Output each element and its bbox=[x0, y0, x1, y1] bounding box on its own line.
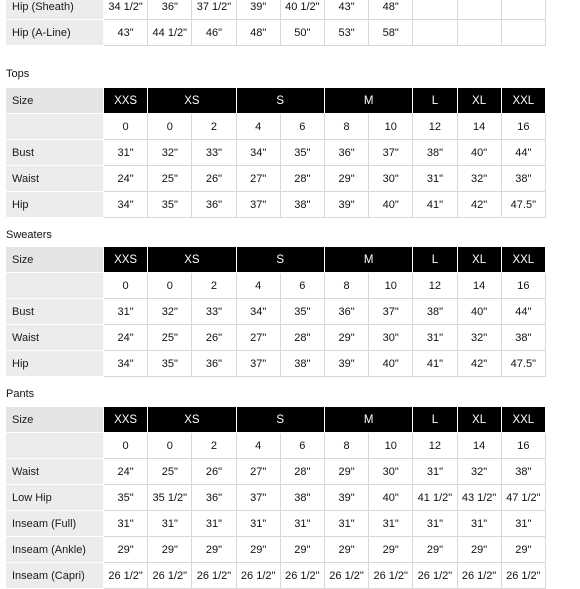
size-xxl: XXL bbox=[502, 88, 546, 114]
measurement-cell: 28" bbox=[281, 325, 325, 351]
measurement-cell: 24" bbox=[104, 459, 148, 485]
measurement-cell: 44" bbox=[502, 299, 546, 325]
size-s: S bbox=[237, 407, 325, 433]
measurement-cell: 29" bbox=[325, 537, 369, 563]
size-number: 0 bbox=[104, 433, 148, 459]
row-label-empty bbox=[6, 114, 104, 140]
measurement-cell: 37" bbox=[369, 299, 413, 325]
size-header-row bbox=[6, 88, 546, 114]
measurement-cell: 29" bbox=[104, 537, 148, 563]
size-number: 2 bbox=[192, 114, 236, 140]
size-number: 16 bbox=[502, 433, 546, 459]
measurement-cell: 26 1/2" bbox=[325, 563, 369, 589]
size-xxs: XXS bbox=[104, 247, 148, 273]
size-m: M bbox=[325, 247, 413, 273]
empty-cell bbox=[413, 0, 457, 20]
measurement-cell: 38" bbox=[502, 325, 546, 351]
measurement-cell: 27" bbox=[237, 166, 281, 192]
measurement-cell: 41" bbox=[413, 192, 457, 218]
measurement-cell: 30" bbox=[369, 166, 413, 192]
measurement-cell: 35" bbox=[148, 192, 192, 218]
measurement-cell: 42" bbox=[458, 192, 502, 218]
pants-size-table bbox=[6, 407, 546, 589]
measurement-cell: 29" bbox=[148, 537, 192, 563]
row-label: Inseam (Full) bbox=[6, 511, 104, 537]
measurement-cell: 27" bbox=[237, 459, 281, 485]
measurement-cell: 31" bbox=[237, 511, 281, 537]
measurement-cell: 38" bbox=[502, 166, 546, 192]
measurement-cell: 26 1/2" bbox=[237, 563, 281, 589]
measurement-cell: 42" bbox=[458, 351, 502, 377]
size-xl: XL bbox=[458, 247, 502, 273]
size-header-row bbox=[6, 247, 546, 273]
measurement-cell: 33" bbox=[192, 140, 236, 166]
measurement-cell: 31" bbox=[413, 459, 457, 485]
size-number: 0 bbox=[104, 114, 148, 140]
size-l: L bbox=[413, 247, 457, 273]
size-xxl: XXL bbox=[502, 407, 546, 433]
empty-cell bbox=[502, 0, 546, 20]
size-number: 12 bbox=[413, 273, 457, 299]
measurement-cell: 26 1/2" bbox=[413, 563, 457, 589]
measurement-cell: 34" bbox=[104, 192, 148, 218]
measurement-cell: 29" bbox=[325, 459, 369, 485]
table-row bbox=[6, 140, 546, 166]
measurement-cell: 35" bbox=[281, 299, 325, 325]
size-number: 14 bbox=[458, 433, 502, 459]
measurement-cell: 29" bbox=[325, 325, 369, 351]
measurement-cell: 37" bbox=[237, 485, 281, 511]
empty-cell bbox=[458, 0, 502, 20]
size-number: 4 bbox=[237, 273, 281, 299]
measurement-cell: 26 1/2" bbox=[369, 563, 413, 589]
measurement-cell: 41" bbox=[413, 351, 457, 377]
measurement-cell: 47 1/2" bbox=[502, 485, 546, 511]
size-number: 0 bbox=[104, 273, 148, 299]
measurement-cell: 38" bbox=[413, 140, 457, 166]
measurement-cell: 41 1/2" bbox=[413, 485, 457, 511]
measurement-cell: 39" bbox=[237, 0, 281, 20]
measurement-cell: 35 1/2" bbox=[148, 485, 192, 511]
size-xxs: XXS bbox=[104, 407, 148, 433]
row-label: Low Hip bbox=[6, 485, 104, 511]
row-label: Hip (A-Line) bbox=[6, 20, 104, 46]
size-number: 4 bbox=[237, 114, 281, 140]
size-number: 8 bbox=[325, 114, 369, 140]
measurement-cell: 37" bbox=[237, 192, 281, 218]
size-number: 14 bbox=[458, 273, 502, 299]
size-number: 10 bbox=[369, 433, 413, 459]
measurement-cell: 35" bbox=[281, 140, 325, 166]
measurement-cell: 36" bbox=[192, 351, 236, 377]
size-number-row bbox=[6, 114, 546, 140]
measurement-cell: 39" bbox=[325, 351, 369, 377]
measurement-cell: 43" bbox=[104, 20, 148, 46]
size-number: 14 bbox=[458, 114, 502, 140]
measurement-cell: 36" bbox=[192, 192, 236, 218]
size-label: Size bbox=[6, 247, 104, 273]
measurement-cell: 29" bbox=[458, 537, 502, 563]
empty-cell bbox=[413, 20, 457, 46]
size-m: M bbox=[325, 407, 413, 433]
table-row bbox=[6, 192, 546, 218]
table-row bbox=[6, 166, 546, 192]
measurement-cell: 32" bbox=[458, 459, 502, 485]
size-xxs: XXS bbox=[104, 88, 148, 114]
measurement-cell: 36" bbox=[325, 299, 369, 325]
measurement-cell: 31" bbox=[369, 511, 413, 537]
size-number: 10 bbox=[369, 273, 413, 299]
section-title-tops: Tops bbox=[6, 68, 30, 80]
measurement-cell: 36" bbox=[148, 0, 192, 20]
size-number-row bbox=[6, 433, 546, 459]
measurement-cell: 24" bbox=[104, 166, 148, 192]
measurement-cell: 47.5" bbox=[502, 351, 546, 377]
measurement-cell: 34" bbox=[104, 351, 148, 377]
row-label: Inseam (Ankle) bbox=[6, 537, 104, 563]
size-number: 2 bbox=[192, 273, 236, 299]
size-number-row bbox=[6, 273, 546, 299]
size-number: 6 bbox=[281, 273, 325, 299]
measurement-cell: 31" bbox=[502, 511, 546, 537]
row-label: Hip (Sheath) bbox=[6, 0, 104, 20]
size-l: L bbox=[413, 407, 457, 433]
measurement-cell: 39" bbox=[325, 485, 369, 511]
measurement-cell: 26 1/2" bbox=[148, 563, 192, 589]
table-row bbox=[6, 351, 546, 377]
measurement-cell: 34" bbox=[237, 140, 281, 166]
measurement-cell: 28" bbox=[281, 459, 325, 485]
measurement-cell: 31" bbox=[281, 511, 325, 537]
section-title-pants: Pants bbox=[6, 388, 35, 400]
table-row bbox=[6, 459, 546, 485]
measurement-cell: 48" bbox=[369, 0, 413, 20]
measurement-cell: 26" bbox=[192, 166, 236, 192]
measurement-cell: 40" bbox=[458, 299, 502, 325]
measurement-cell: 32" bbox=[458, 166, 502, 192]
measurement-cell: 44" bbox=[502, 140, 546, 166]
size-xs: XS bbox=[148, 407, 236, 433]
size-xl: XL bbox=[458, 88, 502, 114]
size-number: 8 bbox=[325, 273, 369, 299]
measurement-cell: 44 1/2" bbox=[148, 20, 192, 46]
size-s: S bbox=[237, 88, 325, 114]
row-label-empty bbox=[6, 433, 104, 459]
row-label: Waist bbox=[6, 325, 104, 351]
measurement-cell: 31" bbox=[104, 299, 148, 325]
measurement-cell: 30" bbox=[369, 325, 413, 351]
measurement-cell: 29" bbox=[413, 537, 457, 563]
measurement-cell: 29" bbox=[502, 537, 546, 563]
size-label: Size bbox=[6, 407, 104, 433]
measurement-cell: 38" bbox=[281, 192, 325, 218]
measurement-cell: 43 1/2" bbox=[458, 485, 502, 511]
measurement-cell: 25" bbox=[148, 166, 192, 192]
measurement-cell: 31" bbox=[413, 511, 457, 537]
measurement-cell: 26 1/2" bbox=[104, 563, 148, 589]
tops-size-table bbox=[6, 88, 546, 218]
measurement-cell: 40" bbox=[369, 192, 413, 218]
measurement-cell: 29" bbox=[325, 166, 369, 192]
table-row bbox=[6, 563, 546, 589]
measurement-cell: 31" bbox=[192, 511, 236, 537]
measurement-cell: 27" bbox=[237, 325, 281, 351]
size-number: 8 bbox=[325, 433, 369, 459]
row-label: Bust bbox=[6, 299, 104, 325]
measurement-cell: 31" bbox=[325, 511, 369, 537]
measurement-cell: 34 1/2" bbox=[104, 0, 148, 20]
measurement-cell: 58" bbox=[369, 20, 413, 46]
size-label: Size bbox=[6, 88, 104, 114]
measurement-cell: 30" bbox=[369, 459, 413, 485]
table-row bbox=[6, 485, 546, 511]
measurement-cell: 46" bbox=[192, 20, 236, 46]
measurement-cell: 26 1/2" bbox=[458, 563, 502, 589]
measurement-cell: 50" bbox=[281, 20, 325, 46]
size-l: L bbox=[413, 88, 457, 114]
table-row bbox=[6, 325, 546, 351]
measurement-cell: 26 1/2" bbox=[281, 563, 325, 589]
size-xs: XS bbox=[148, 88, 236, 114]
size-xs: XS bbox=[148, 247, 236, 273]
measurement-cell: 29" bbox=[369, 537, 413, 563]
measurement-cell: 33" bbox=[192, 299, 236, 325]
size-xl: XL bbox=[458, 407, 502, 433]
row-label: Inseam (Capri) bbox=[6, 563, 104, 589]
measurement-cell: 47.5" bbox=[502, 192, 546, 218]
dress-hip-table bbox=[6, 0, 546, 46]
measurement-cell: 38" bbox=[413, 299, 457, 325]
measurement-cell: 53" bbox=[325, 20, 369, 46]
section-title-sweaters: Sweaters bbox=[6, 229, 52, 241]
measurement-cell: 36" bbox=[192, 485, 236, 511]
row-label: Waist bbox=[6, 166, 104, 192]
measurement-cell: 38" bbox=[281, 485, 325, 511]
size-number: 12 bbox=[413, 433, 457, 459]
row-label-empty bbox=[6, 273, 104, 299]
measurement-cell: 32" bbox=[148, 299, 192, 325]
measurement-cell: 26 1/2" bbox=[192, 563, 236, 589]
measurement-cell: 24" bbox=[104, 325, 148, 351]
size-number: 0 bbox=[148, 114, 192, 140]
sweaters-size-table bbox=[6, 247, 546, 377]
measurement-cell: 35" bbox=[148, 351, 192, 377]
table-row bbox=[6, 0, 546, 20]
measurement-cell: 37" bbox=[369, 140, 413, 166]
measurement-cell: 29" bbox=[281, 537, 325, 563]
size-number: 12 bbox=[413, 114, 457, 140]
measurement-cell: 32" bbox=[458, 325, 502, 351]
empty-cell bbox=[458, 20, 502, 46]
measurement-cell: 35" bbox=[104, 485, 148, 511]
measurement-cell: 28" bbox=[281, 166, 325, 192]
size-number: 6 bbox=[281, 433, 325, 459]
row-label: Hip bbox=[6, 351, 104, 377]
measurement-cell: 26" bbox=[192, 459, 236, 485]
measurement-cell: 40" bbox=[369, 351, 413, 377]
size-number: 0 bbox=[148, 433, 192, 459]
measurement-cell: 39" bbox=[325, 192, 369, 218]
measurement-cell: 31" bbox=[458, 511, 502, 537]
size-number: 0 bbox=[148, 273, 192, 299]
measurement-cell: 37" bbox=[237, 351, 281, 377]
measurement-cell: 29" bbox=[192, 537, 236, 563]
empty-cell bbox=[502, 20, 546, 46]
measurement-cell: 31" bbox=[104, 140, 148, 166]
measurement-cell: 37 1/2" bbox=[192, 0, 236, 20]
size-number: 4 bbox=[237, 433, 281, 459]
measurement-cell: 40 1/2" bbox=[281, 0, 325, 20]
size-number: 2 bbox=[192, 433, 236, 459]
measurement-cell: 40" bbox=[458, 140, 502, 166]
size-s: S bbox=[237, 247, 325, 273]
measurement-cell: 40" bbox=[369, 485, 413, 511]
measurement-cell: 43" bbox=[325, 0, 369, 20]
size-xxl: XXL bbox=[502, 247, 546, 273]
measurement-cell: 26 1/2" bbox=[502, 563, 546, 589]
row-label: Hip bbox=[6, 192, 104, 218]
size-header-row bbox=[6, 407, 546, 433]
measurement-cell: 31" bbox=[148, 511, 192, 537]
row-label: Bust bbox=[6, 140, 104, 166]
measurement-cell: 31" bbox=[413, 325, 457, 351]
measurement-cell: 29" bbox=[237, 537, 281, 563]
measurement-cell: 48" bbox=[237, 20, 281, 46]
measurement-cell: 38" bbox=[281, 351, 325, 377]
table-row bbox=[6, 299, 546, 325]
measurement-cell: 26" bbox=[192, 325, 236, 351]
measurement-cell: 36" bbox=[325, 140, 369, 166]
measurement-cell: 31" bbox=[413, 166, 457, 192]
measurement-cell: 32" bbox=[148, 140, 192, 166]
row-label: Waist bbox=[6, 459, 104, 485]
size-number: 16 bbox=[502, 273, 546, 299]
size-number: 16 bbox=[502, 114, 546, 140]
measurement-cell: 38" bbox=[502, 459, 546, 485]
size-number: 6 bbox=[281, 114, 325, 140]
size-number: 10 bbox=[369, 114, 413, 140]
table-row bbox=[6, 20, 546, 46]
measurement-cell: 25" bbox=[148, 459, 192, 485]
size-m: M bbox=[325, 88, 413, 114]
measurement-cell: 25" bbox=[148, 325, 192, 351]
table-row bbox=[6, 511, 546, 537]
measurement-cell: 34" bbox=[237, 299, 281, 325]
measurement-cell: 31" bbox=[104, 511, 148, 537]
table-row bbox=[6, 537, 546, 563]
